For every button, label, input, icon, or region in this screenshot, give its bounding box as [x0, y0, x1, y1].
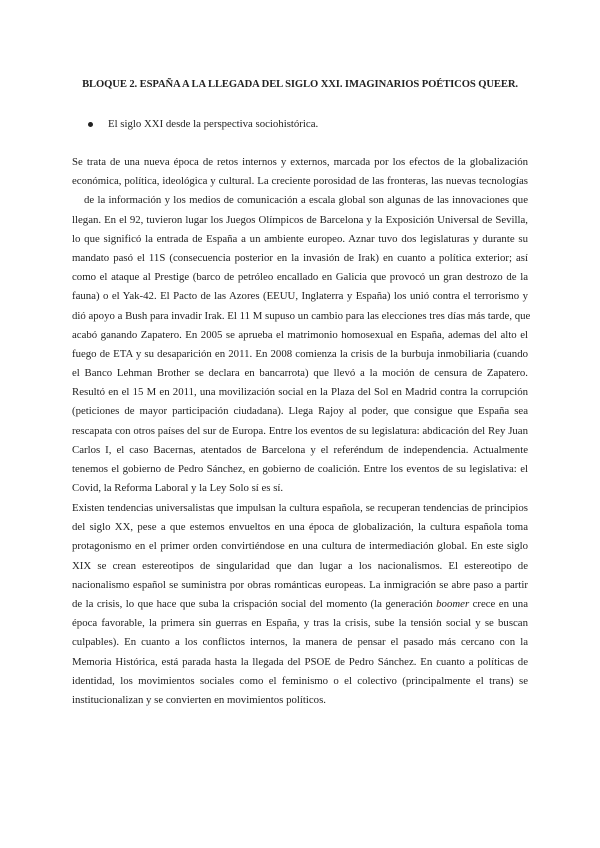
bullet-text: El siglo XXI desde la perspectiva sociohistórica.: [108, 118, 319, 130]
paragraph-line: época favorable, la primera sin guerras en España, y tras la crisis, sube la tensión social y se buscan: [72, 617, 528, 630]
paragraph-text: crece en una: [469, 597, 528, 610]
paragraph-line: fauna) o el Yak-42. El Pacto de las Azores (EEUU, Inglaterra y España) los unió contra el terrorismo y: [72, 290, 528, 303]
paragraph-line: económica, política, ideológica y cultural. La creciente porosidad de las fronteras, las nuevas tecnologías: [72, 175, 528, 188]
paragraph-line: de la información y los medios de comunicación a escala global son algunas de las innovaciones que: [84, 194, 528, 207]
paragraph-line: Existen tendencias universalistas que impulsan la cultura española, se recuperan tendencias de principios: [72, 502, 528, 514]
page-title: BLOQUE 2. ESPAÑA A LA LLEGADA DEL SIGLO XXI. IMAGINARIOS POÉTICOS QUEER.: [82, 79, 518, 90]
paragraph-line: Covid, la Reforma Laboral y la Ley Solo sí es sí.: [72, 482, 284, 495]
bullet-dot-icon: [88, 122, 93, 127]
paragraph-line: como el ataque al Prestige (barco de petróleo encallado en Galicia que provocó un gran destrozo de la: [72, 271, 528, 284]
paragraph-line-mixed: [72, 595, 528, 614]
paragraph-line: Se trata de una nueva época de retos internos y externos, marcada por los efectos de la globalización: [72, 156, 528, 168]
paragraph-line: el Banco Lehman Brother se declara en bancarrota) que llevó a la moción de censura de Zapatero.: [72, 367, 528, 380]
paragraph-line: mandato pasó el 11S (consecuencia posterior en la invasión de Irak) en cuanto a política exterior; así: [72, 251, 528, 264]
paragraph-line: rescapata con otros países del sur de Europa. Entre los eventos de su legislatura: abdicación del Rey Juan: [72, 424, 528, 437]
paragraph-line: identidad, los movimientos sociales como el feminismo o el colectivo (principalmente el trans) se: [72, 674, 528, 687]
paragraph-line: dió apoyo a Bush para invadir Irak. El 11 M supuso un cambio para las elecciones tres días más tarde, que: [72, 309, 531, 322]
paragraph-line: culpables). En cuanto a los conflictos internos, la manera de pensar el pasado más cercano con la: [72, 636, 528, 649]
paragraph-line: Memoria Histórica, está parada hasta la llegada del PSOE de Pedro Sánchez. En cuanto a políticas de: [72, 655, 528, 668]
paragraph-line: institucionalizan y se convierten en movimientos políticos.: [72, 693, 326, 706]
paragraph-line: Carlos I, el caso Bacernas, atentados de Barcelona y el referéndum de independencia. Actualmente: [72, 443, 528, 456]
paragraph-2: [72, 499, 528, 710]
paragraph-line: (peticiones de mayor participación ciudadana). Llega Rajoy al poder, que consigue que España sea: [72, 405, 528, 418]
italic-term: boomer: [436, 597, 470, 610]
paragraph-line: llegan. En el 92, tuvieron lugar los Juegos Olímpicos de Barcelona y la Exposición Universal de Sevilla,: [72, 213, 528, 226]
paragraph-text: de la crisis, lo que hace que suba la crispación social del momento (la generación: [72, 597, 437, 610]
paragraph-line: tenemos el gobierno de Pedro Sánchez, en gobierno de coalición. Entre los eventos de su legislativa: el: [72, 463, 528, 475]
paragraph-line: acabó ganando Zapatero. En 2005 se aprueba el matrimonio homosexual en España, ademas del alto el: [72, 328, 528, 341]
paragraph-line: Resultó en el 15 M en 2011, una movilización social en la Plaza del Sol en Madrid contra la corrupción: [72, 386, 528, 399]
paragraph-line: del siglo XX, pese a que estemos envueltos en una época de globalización, la cultura española toma: [72, 521, 528, 534]
paragraph-line: protagonismo en el primer orden convirtiéndose en una cultura de intermediación global. En este siglo: [72, 540, 528, 553]
paragraph-line: fuego de ETA y su desaparición en 2011. En 2008 comienza la crisis de la burbuja inmobiliaria (cuando: [72, 347, 528, 360]
paragraph-line: XIX se crean estereotipos de singularidad que dan lugar a los nacionalismos. El estereotipo de: [72, 559, 528, 572]
paragraph-line: nacionalismo español se suministra por obras románticas europeas. La inmigración se abre paso a partir: [72, 578, 528, 591]
paragraph-line: lo que significó la entrada de España a un ambiente europeo. Aznar tuvo dos legislaturas y durante su: [72, 232, 528, 245]
paragraph-1: [72, 153, 531, 498]
